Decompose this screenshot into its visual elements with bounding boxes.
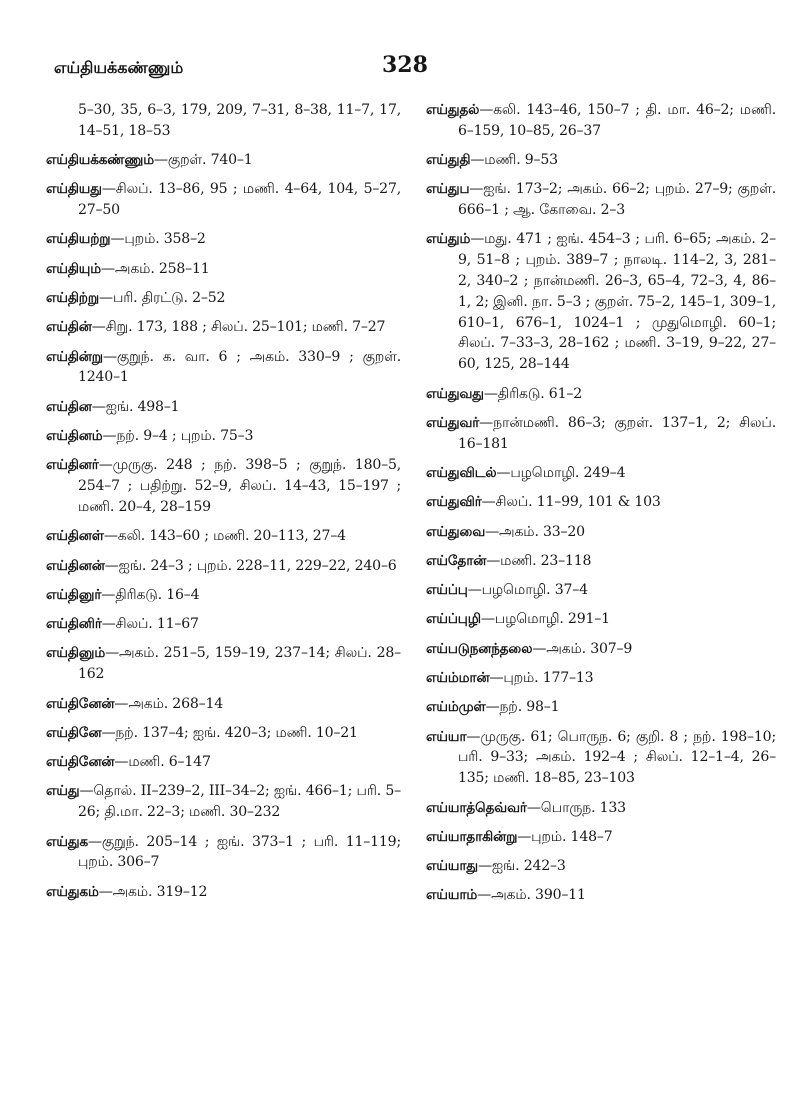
index-entry [46,100,401,142]
entry-references: மணி. 23–118 [500,552,592,569]
index-entry [46,832,401,874]
entry-dash: — [110,231,125,248]
entry-headword: எய்துவை [426,523,486,540]
entry-dash: — [467,582,482,599]
index-entry [46,288,401,309]
index-entry [46,723,401,744]
entry-headword: எய்யாம் [426,887,478,904]
entry-references: புறம். 148–7 [531,828,613,845]
entry-headword: எய்தினம் [46,428,103,445]
entry-headword: எய்தியது [46,181,102,198]
index-entry [46,585,401,606]
entry-dash: — [114,754,129,771]
entry-dash: — [485,699,500,716]
index-entry [426,150,776,171]
entry-dash: — [466,728,481,745]
index-entry [46,614,401,635]
entry-headword: எய்துவிர் [426,494,482,511]
index-entry [46,781,401,823]
entry-dash: — [477,887,492,904]
entry-dash: — [470,231,485,248]
entry-dash: — [480,611,495,628]
index-entry [46,882,401,903]
entry-headword: எய்துவிடல் [426,464,497,481]
entry-dash: — [479,414,494,431]
entry-references: பழமொழி. 249–4 [510,464,626,481]
index-entry [426,885,776,906]
index-entry [46,347,401,389]
entry-dash: — [101,260,115,277]
entry-headword: எய்தின்று [46,348,103,365]
entry-headword: எய்யாத்தெவ்வர் [426,799,527,816]
entry-headword: எய்யாது [426,858,479,875]
entry-references: முருகு. 248 ; நற். 398–5 ; குறுந். 180–5, 254–7 ; பதிற்று. 52–9, சிலப். 14–43, 15–197 ; மணி. 20–4, 28–159 [78,457,401,515]
entry-headword: எய்தினள் [46,528,104,545]
entry-references: சிலப். 11–99, 101 & 103 [495,494,661,511]
entry-references: சிறு. 173, 188 ; சிலப். 25–101; மணி. 7–27 [105,319,386,336]
index-entry [426,668,776,689]
index-entry [426,798,776,819]
entry-references: 5–30, 35, 6–3, 179, 209, 7–31, 8–38, 11–7, 17, 14–51, 18–53 [78,102,401,139]
entry-dash: — [153,152,168,169]
entry-references: அகம். 33–20 [499,523,585,540]
entry-headword: எய்யாதாகின்று [426,828,518,845]
entry-headword: எய்துவர் [426,414,480,431]
index-entry [46,317,401,338]
entry-dash: — [102,348,117,365]
entry-dash: — [87,833,102,850]
entry-references: புறம். 358–2 [124,231,206,248]
entry-references: பழமொழி. 37–4 [481,582,588,599]
entry-references: அகம். 319–12 [112,883,208,900]
entry-references: பொருந. 133 [540,799,626,816]
entry-dash: — [105,645,120,662]
index-entry [426,384,776,405]
entry-dash: — [104,557,119,574]
entry-references: அகம். 307–9 [546,640,633,657]
entry-references: பழமொழி. 291–1 [494,611,610,628]
entry-references: முருகு. 61; பொருந. 6; குறி. 8 ; நற். 198–10; பரி. 9–33; அகம். 192–4 ; சிலப். 12–1–4, 26–135; மணி. 18–85, 23–103 [458,728,776,787]
entry-dash: — [526,799,541,816]
index-entry [426,100,776,142]
entry-references: நற். 137–4; ஐங். 420–3; மணி. 10–21 [115,724,358,741]
entry-dash: — [114,695,129,712]
entry-references: அகம். 251–5, 159–19, 237–14; சிலப். 28–162 [78,645,401,683]
entry-headword: எய்ம்முள் [426,699,486,716]
index-entry [46,259,401,280]
entry-references: ஐங். 242–3 [491,858,566,875]
entry-dash: — [102,428,117,445]
entry-references: அகம். 390–11 [491,887,586,904]
entry-headword: எய்தினன் [46,557,105,574]
entry-references: அகம். 258–11 [114,260,210,277]
entry-dash: — [79,783,94,800]
index-entry [46,150,401,171]
entry-dash: — [485,523,500,540]
entry-dash: — [98,457,113,474]
entry-references: கலி. 143–46, 150–7 ; தி. மா. 46–2; மணி. 6–159, 10–85, 26–37 [458,102,776,139]
entry-references: சிலப். 11–67 [115,616,199,633]
entry-dash: — [517,828,532,845]
index-entry [46,397,401,418]
entry-references: கலி. 143–60 ; மணி. 20–113, 27–4 [117,528,346,545]
entry-headword: எய்தியக்கண்ணும் [46,152,154,169]
index-entry [46,229,401,250]
entry-dash: — [91,319,106,336]
index-entry [46,643,401,685]
entry-dash: — [486,552,501,569]
index-entry [46,752,401,773]
entry-dash: — [101,586,116,603]
entry-references: தொல். II–239–2, III–34–2; ஐங். 466–1; பரி. 5–26; தி.மா. 22–3; மணி. 30–232 [78,783,401,821]
entry-references: பரி. திரட்டு. 2–52 [112,290,226,307]
index-entry [426,580,776,601]
entry-dash: — [98,883,113,900]
index-entry [426,609,776,630]
entry-dash: — [496,464,511,481]
entry-headword: எய்தின் [46,319,92,336]
entry-references: புறம். 177–13 [503,670,594,687]
entry-references: திரிகடு. 16–4 [115,586,200,603]
entry-references: மணி. 9–53 [484,152,558,169]
entry-headword: எய்து [46,783,80,800]
entry-headword: எய்தினும் [46,645,106,662]
entry-references: ஐங். 173–2; அகம். 66–2; புறம். 27–9; குறள். 666–1 ; ஆ. கோவை. 2–3 [458,181,776,219]
entry-headword: எய்தியற்று [46,231,111,248]
entry-references: மது. 471 ; ஐங். 454–3 ; பரி. 6–65; அகம். 2–9, 51–8 ; புறம். 389–7 ; நாலடி. 114–2, 3, 281–2, 340–2 ; நான்மணி. 26–3, 65–4, 72–3, 4, 86–1, 2; இனி. நா. 5–3 ; குறள். 75–2, 145–1, 309–1, 610–1, 676–1, 1024–1 ; முதுமொழி. 60–1; சிலப். 7–33–3, 28–162 ; மணி. 3–19, 9–22, 27–60, 125, 28–144 [458,231,776,373]
entry-dash: — [481,494,496,511]
index-entry [426,179,776,221]
index-entry [426,697,776,718]
page-header [36,50,776,86]
entry-headword: எய்ப்புழி [426,611,481,628]
entry-references: மணி. 6–147 [128,754,211,771]
index-entry [46,455,401,517]
entry-headword: எய்தினிர் [46,616,102,633]
index-entry [426,827,776,848]
entry-dash: — [532,640,547,657]
index-entry [426,856,776,877]
entry-references: நற். 98–1 [499,699,560,716]
left-column [46,100,401,911]
entry-dash: — [469,181,484,198]
entry-headword: எய்தினேன் [46,695,115,712]
entry-headword: எய்தோன் [426,552,487,569]
entry-headword: எய்ம்மான் [426,670,490,687]
entry-headword: எய்தியும் [46,260,101,277]
entry-headword: எய்துப [426,181,470,198]
index-entry [426,492,776,513]
index-entry [46,179,401,221]
entry-headword: எய்தினுர் [46,586,102,603]
entry-references: குறள். 740–1 [167,152,253,169]
index-entry [426,727,776,789]
entry-references: நற். 9–4 ; புறம். 75–3 [116,428,254,445]
entry-headword: எய்தினர் [46,457,99,474]
entry-headword: எய்துதல் [426,102,480,118]
index-entry [46,556,401,577]
entry-references: ஐங். 498–1 [105,398,180,415]
entry-dash: — [470,152,485,169]
entry-headword: எய்தினேன் [46,754,115,771]
running-head: எய்தியக்கண்ணும் [54,58,184,77]
entry-dash: — [483,385,498,402]
index-entry [46,526,401,547]
entry-dash: — [489,670,504,687]
entry-dash: — [479,102,494,118]
index-entry [46,694,401,715]
index-entry [426,551,776,572]
entry-headword: எய்தின [46,398,92,415]
entry-headword: எய்துக [46,833,88,850]
entry-references: சிலப். 13–86, 95 ; மணி. 4–64, 104, 5–27, 27–50 [78,181,401,219]
entry-dash: — [101,724,116,741]
entry-dash: — [99,290,113,307]
entry-headword: எய்தும் [426,231,471,248]
entry-references: அகம். 268–14 [128,695,223,712]
entry-references: திரிகடு. 61–2 [497,385,582,402]
index-entry [46,426,401,447]
entry-headword: எய்தினே [46,724,102,741]
entry-headword: எய்திற்று [46,290,100,307]
entry-headword: எய்யா [426,728,467,745]
index-entry [426,463,776,484]
index-entry [426,413,776,455]
index-entry [426,639,776,660]
entry-dash: — [91,398,106,415]
entry-references: குறுந். க. வா. 6 ; அகம். 330–9 ; குறள். 1240–1 [78,348,401,386]
entry-dash: — [103,528,118,545]
entry-dash: — [101,616,116,633]
entry-references: ஐங். 24–3 ; புறம். 228–11, 229–22, 240–6 [118,557,397,574]
page-number: 328 [382,52,428,78]
entry-dash: — [478,858,492,875]
entry-dash: — [101,181,116,198]
entry-headword: எய்துவது [426,385,484,402]
entry-headword: எய்துதி [426,152,471,169]
index-entry [426,229,776,375]
right-column [426,100,776,915]
entry-headword: எய்ப்பு [426,582,468,599]
entry-references: குறுந். 205–14 ; ஐங். 373–1 ; பரி. 11–119; புறம். 306–7 [78,833,401,871]
entry-headword: எய்படுநனந்தலை [426,640,533,657]
index-entry [426,522,776,543]
entry-references: நான்மணி. 86–3; குறள். 137–1, 2; சிலப். 16–181 [458,414,776,452]
entry-headword: எய்துகம் [46,883,99,900]
